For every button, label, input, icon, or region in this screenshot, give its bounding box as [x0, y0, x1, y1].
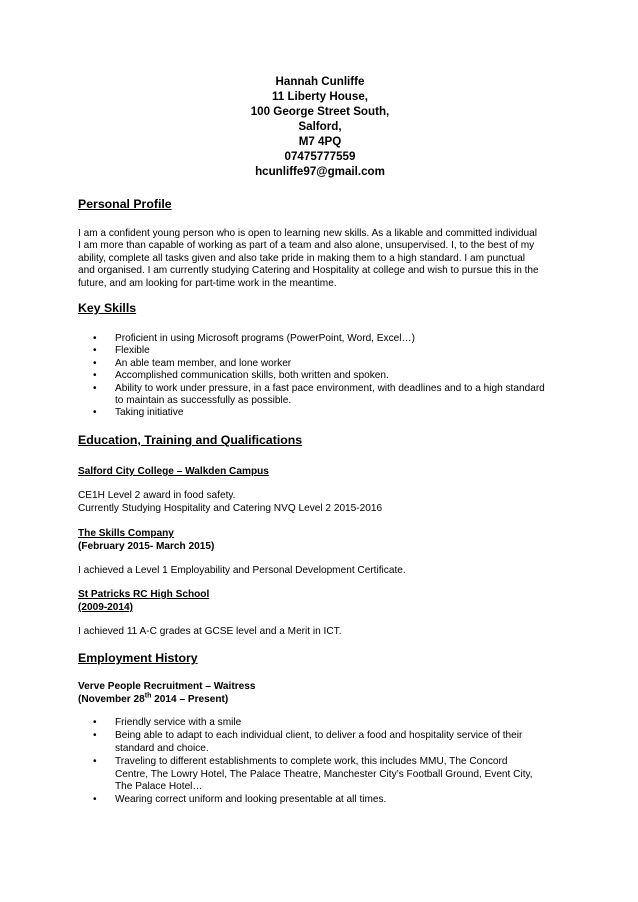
list-item-text: Friendly service with a smile — [115, 717, 242, 728]
skills-company-name: The Skills Company — [78, 528, 174, 539]
employment-heading: Employment History — [78, 651, 198, 665]
list-item-text: Flexible — [115, 345, 150, 357]
school-dates: (2009-2014) — [78, 602, 133, 613]
email: hcunliffe97@gmail.com — [255, 165, 385, 178]
list-item — [78, 333, 562, 345]
profile-line: future, and am looking for part-time work in the meantime. — [78, 277, 337, 289]
list-item-text: Traveling to different establishments to complete work, this includes MMU, The Concord — [115, 756, 508, 768]
list-item — [78, 730, 562, 755]
list-item-text: Being able to adapt to each individual client, to deliver a food and hospitality service of their — [115, 730, 523, 742]
bullet-icon: • — [93, 794, 97, 806]
profile-line: and organised. I am currently studying Catering and Hospitality at college and wish to pursue this in the — [78, 265, 539, 277]
bullet-icon: • — [93, 717, 97, 728]
list-item-text: Centre, The Lowry Hotel, The Palace Theatre, Manchester City’s Football Ground, Event City, — [115, 768, 533, 780]
education-heading: Education, Training and Qualifications — [78, 433, 303, 447]
list-item — [78, 407, 562, 419]
bullet-icon: • — [93, 407, 97, 419]
list-item — [78, 358, 562, 370]
list-item-text: The Palace Hotel… — [115, 781, 203, 793]
address-line-2: 100 George Street South, — [250, 105, 390, 118]
college-name: Salford City College – Walkden Campus — [78, 466, 269, 477]
address-line-1: 11 Liberty House, — [271, 90, 368, 103]
name: Hannah Cunliffe — [275, 75, 365, 88]
job-duties-list — [78, 717, 562, 807]
bullet-icon: • — [93, 756, 97, 768]
bullet-icon: • — [93, 370, 97, 382]
bullet-icon: • — [93, 333, 97, 344]
list-item-text: Accomplished communication skills, both written and spoken. — [115, 370, 389, 382]
profile-heading: Personal Profile — [78, 197, 172, 211]
list-item — [78, 717, 562, 729]
job-title: Verve People Recruitment – Waitress — [78, 681, 256, 692]
school-name: St Patricks RC High School — [78, 589, 210, 600]
phone: 07475777559 — [284, 150, 356, 163]
school-line: I achieved 11 A-C grades at GCSE level and a Merit in ICT. — [78, 626, 342, 637]
list-item-text: Taking initiative — [115, 407, 184, 419]
list-item-text: Proficient in using Microsoft programs (PowerPoint, Word, Excel…) — [115, 333, 415, 344]
city: Salford, — [298, 120, 342, 133]
bullet-icon: • — [93, 382, 97, 394]
bullet-icon: • — [93, 345, 97, 357]
profile-text — [78, 228, 562, 290]
profile-line: I am a confident young person who is open to learning new skills. As a likable and committed individual — [78, 228, 537, 239]
list-item — [78, 370, 562, 382]
postcode: M7 4PQ — [298, 135, 342, 148]
list-item — [78, 345, 562, 357]
skills-list — [78, 333, 562, 420]
list-item-text: An able team member, and lone worker — [115, 357, 292, 369]
list-item — [78, 756, 562, 793]
college-line-1: CE1H Level 2 award in food safety. — [78, 490, 236, 501]
bullet-icon: • — [93, 357, 97, 369]
skills-company-dates: (February 2015- March 2015) — [78, 541, 215, 552]
list-item-text: Ability to work under pressure, in a fast pace environment, with deadlines and to a high standard — [115, 382, 545, 394]
bullet-icon: • — [93, 730, 97, 742]
profile-line: I am more than capable of working as part of a team and also alone, unsupervised. I, to the best of my — [78, 240, 535, 252]
skills-heading: Key Skills — [78, 301, 137, 315]
list-item-text: to maintain as successfully as possible. — [115, 395, 292, 407]
list-item — [78, 383, 562, 408]
list-item-text: standard and choice. — [115, 742, 209, 754]
cv-header — [78, 74, 562, 179]
college-line-2: Currently Studying Hospitality and Catering NVQ Level 2 2015-2016 — [78, 503, 383, 514]
job-dates: (November 28th 2014 – Present) — [78, 692, 229, 705]
list-item-text: Wearing correct uniform and looking presentable at all times. — [115, 794, 387, 806]
profile-line: ability, complete all tasks given and also take pride in making them to a high standard. I am punctual — [78, 252, 525, 264]
list-item — [78, 794, 562, 806]
skills-company-line: I achieved a Level 1 Employability and Personal Development Certificate. — [78, 565, 406, 576]
